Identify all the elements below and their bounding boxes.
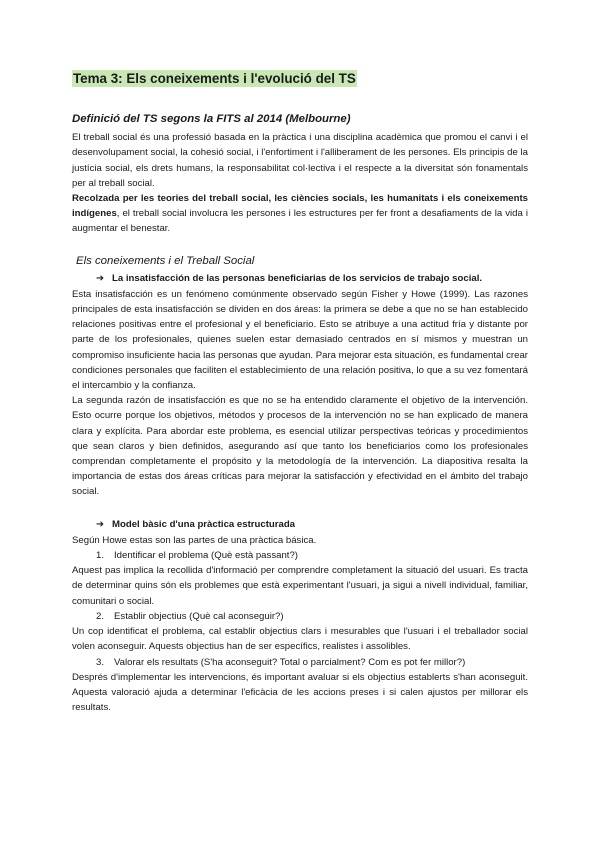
list-label: Valorar els resultats (S'ha aconseguit? Total o parcialment? Com es pot fer millor?) bbox=[114, 656, 466, 668]
paragraph-supported bbox=[72, 191, 528, 237]
paragraph-step-2: Un cop identificat el problema, cal establir objectius clars i mesurables que l'usuari i el treballador social volen aconseguir. Aquests objectius han de ser específics, realistes i assolibles. bbox=[72, 626, 528, 653]
paragraph-rest: , el treball social involucra les persones i les estructures per fer front a desafiaments de la vida i augmentar el benestar. bbox=[72, 208, 528, 235]
list-item-step-2 bbox=[96, 609, 528, 624]
list-number: 1. bbox=[96, 550, 105, 562]
list-number: 2. bbox=[96, 610, 105, 622]
paragraph-dissatisfaction-1: Esta insatisfacción es un fenómeno comúnmente observado según Fisher y Howe (1999). Las razones principales de esta insatisfacción se dividen en dos áreas: la primera se debe a que no se han establecido relaciones positivas entre el profesional y el beneficiario. Esto se atribuye a una actitud fría y distante por parte de los profesionales, quienes suelen estar demasiado centrados en sí mismos y muestran un compromiso insuficiente hacia las personas que ayudan. Para mejorar esta situación, es fundamental crear condiciones personales que faciliten el establecimiento de una relación positiva, lo que a su vez fomentará el intercambio y la confianza. bbox=[72, 288, 528, 392]
list-label: Establir objectius (Què cal aconseguir?) bbox=[114, 610, 284, 622]
bold-phrase: Recolzada per les teories del treball social, les ciències socials, les humanitats i els coneixements indígenes bbox=[72, 193, 528, 220]
section-heading-definition: Definició del TS segons la FITS al 2014 (Melbourne) bbox=[72, 113, 351, 126]
list-item-step-3 bbox=[96, 655, 528, 670]
paragraph-dissatisfaction-2: La segunda razón de insatisfacción es que no se ha entendido claramente el objetivo de la intervención. Esto ocurre porque los objetivos, métodos y procesos de la intervención no se han explicado de manera clara y explícita. Para abordar este problema, es esencial utilizar perspectivas teóricas y procedimientos que sean claros y bien definidos, asegurando así que tanto los beneficiarios como los profesionales comprendan completamente el propósito y la metodología de la intervención. La diapositiva resalta la importancia de estas dos áreas críticas para mejorar la satisfacción y efectividad en el ámbito del trabajo social. bbox=[72, 395, 528, 498]
bullet-label: La insatisfacción de las personas beneficiarias de los servicios de trabajo social. bbox=[112, 272, 483, 284]
paragraph-step-3: Després d'implementar les intervencions, és important avaluar si els objectius establerts s'han aconseguit. Aquesta valoració ajuda a determinar l'eficàcia de les accions preses i si calen ajustos per millorar els resultats. bbox=[72, 671, 528, 714]
paragraph-definition: El treball social és una professió basada en la pràctica i una disciplina acadèmica que promou el canvi i el desenvolupament social, la cohesió social, i l'enfortiment i l'alliberament de les persones. Els principis de la justícia social, els drets humans, la responsabilitat col·lectiva i el respecte a la diversitat són fonamentals per al treball social. bbox=[72, 132, 528, 189]
section-heading-knowledge: Els coneixements i el Treball Social bbox=[76, 254, 255, 267]
arrow-right-icon: ➔ bbox=[96, 272, 105, 284]
page-title: Tema 3: Els coneixements i l'evolució del TS bbox=[73, 71, 356, 86]
bullet-label: Model bàsic d'una pràctica estructurada bbox=[112, 518, 296, 530]
arrow-right-icon: ➔ bbox=[96, 518, 105, 530]
list-item-step-1 bbox=[96, 548, 528, 563]
bullet-basic-model bbox=[96, 517, 528, 532]
bullet-dissatisfaction bbox=[96, 271, 528, 286]
list-number: 3. bbox=[96, 656, 105, 668]
paragraph-step-1: Aquest pas implica la recollida d'informació per comprendre completament la situació del usuari. Es tracta de determinar quins són els problemes que està experimentant l'usuari, ja sigui a nivell individual, familiar, comunitari o social. bbox=[72, 565, 528, 607]
list-label: Identificar el problema (Què està passant?) bbox=[114, 550, 298, 562]
paragraph-intro: Según Howe estas son las partes de una pràctica básica. bbox=[72, 534, 317, 546]
